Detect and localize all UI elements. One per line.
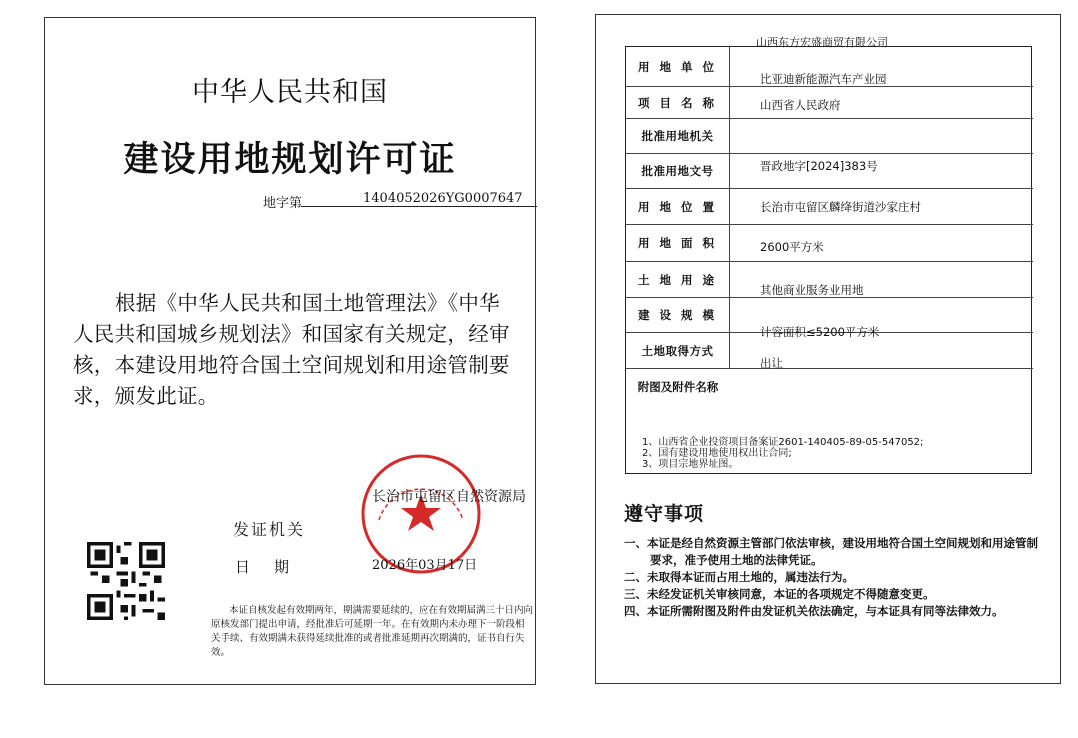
country-name: 中华人民共和国 <box>192 77 388 108</box>
list-item: 1、山西省企业投资项目备案证2601-140405-89-05-547052; <box>642 437 924 448</box>
row-value: 晋政地字[2024]383号 <box>760 159 878 173</box>
row-value: 计容面积≤5200平方米 <box>760 325 880 339</box>
row-value: 其他商业服务业用地 <box>760 283 864 297</box>
row-label: 土 地 用 途 <box>626 262 730 297</box>
list-item: 2、国有建设用地使用权出让合同; <box>642 448 792 459</box>
table-row <box>626 298 1033 339</box>
land-user-name: 山西东方宏盛商贸有限公司 <box>756 36 888 49</box>
row-value: 2600平方米 <box>760 240 824 254</box>
permit-back-page <box>595 14 1061 684</box>
list-item: 3、项目宗地界址图。 <box>642 459 739 470</box>
attachments-list <box>642 437 923 470</box>
observance-title: 遵守事项 <box>624 503 705 525</box>
row-label: 用 地 位 置 <box>626 189 730 224</box>
table-row <box>626 262 1033 298</box>
list-item: 二、未取得本证而占用土地的，属违法行为。 <box>624 570 854 584</box>
list-item: 一、本证是经自然资源主管部门依法审核，建设用地符合国土空间规划和用途管制要求，准予使用土地的法律凭证。 <box>624 536 1038 567</box>
issuer-label: 发证机关 <box>233 520 306 539</box>
permit-front-page <box>44 17 536 685</box>
table-row <box>626 154 1033 189</box>
table-row <box>626 225 1033 262</box>
date-label: 日期 <box>235 558 314 576</box>
attachments-label: 附图及附件名称 <box>637 380 719 394</box>
row-label: 批准用地机关 <box>626 119 730 153</box>
permit-number: 1404052026YG0007647 <box>301 191 537 207</box>
qr-code <box>87 542 165 620</box>
permit-number-label: 地字第 <box>263 196 303 211</box>
document-title: 建设用地规划许可证 <box>123 140 457 180</box>
issue-date: 2026年03月17日 <box>372 558 478 573</box>
list-item: 四、本证所需附图及附件由发证机关依法确定，与本证具有同等法律效力。 <box>624 604 1004 618</box>
row-value: 出让 <box>760 356 783 370</box>
table-row <box>626 119 1033 154</box>
observance-list <box>624 535 1044 620</box>
row-label: 土地取得方式 <box>626 333 730 368</box>
row-value: 山西省人民政府 <box>760 98 841 112</box>
row-label: 用 地 面 积 <box>626 225 730 261</box>
row-label: 用 地 单 位 <box>626 47 730 86</box>
row-label: 批准用地文号 <box>626 154 730 188</box>
table-row <box>626 189 1033 225</box>
row-label: 建 设 规 模 <box>626 298 730 332</box>
row-value: 比亚迪新能源汽车产业园 <box>760 72 887 86</box>
issuer-name: 长治市屯留区自然资源局 <box>372 489 526 505</box>
row-label: 项 目 名 称 <box>626 87 730 118</box>
table-row <box>626 87 1033 119</box>
permit-body-text: 根据《中华人民共和国土地管理法》《中华人民共和国城乡规划法》和国家有关规定，经审核，本建设用地符合国土空间规划和用途管制要求，颁发此证。 <box>73 291 510 408</box>
list-item: 三、未经发证机关审核同意，本证的各项规定不得随意变更。 <box>624 587 935 601</box>
validity-notice: 本证自核发起有效期两年，期满需要延续的，应在有效期届满三十日内向原核发部门提出申请，经批准后可延期一年。在有效期内未办理下一阶段相关手续、有效期满未获得延续批准的或者批准延期再次期满的，证书自行失效。 <box>211 605 534 658</box>
row-value: 长治市屯留区麟绛街道沙家庄村 <box>760 200 921 214</box>
table-row <box>626 47 1033 87</box>
table-row <box>626 333 1033 369</box>
permit-details-table <box>625 46 1032 474</box>
